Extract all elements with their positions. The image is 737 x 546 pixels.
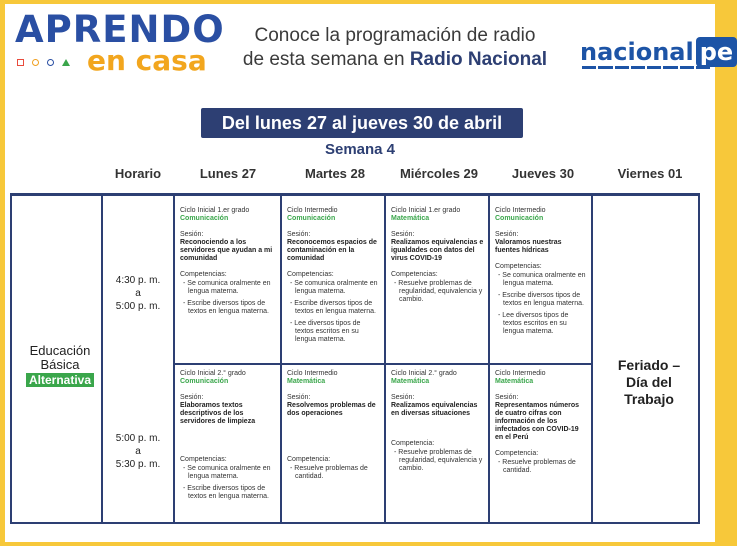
competency-item: - Se comunica oralmente en lengua materna. xyxy=(287,280,380,296)
session-grade: Ciclo Inicial 1.er grado xyxy=(391,207,461,214)
competencies-label: Competencias: xyxy=(180,271,227,278)
holiday-line-1: Feriado – xyxy=(617,357,681,373)
session-label: Sesión: xyxy=(180,231,204,238)
competency-item: - Escribe diversos tipos de textos en lengua materna. xyxy=(180,485,275,501)
session-title: Reconocemos espacios de contaminación en la comunidad xyxy=(287,239,377,262)
nacional-logo-stripes-icon xyxy=(582,66,710,69)
session-grade: Ciclo Intermedio xyxy=(287,207,338,214)
session-grade: Ciclo Inicial 2.° grado xyxy=(180,370,246,377)
session-title: Resolvemos problemas de dos operaciones xyxy=(287,402,376,417)
column-header-lunes: Lunes 27 xyxy=(199,166,257,181)
time-sep: a xyxy=(135,446,141,457)
intro-line-1: Conoce la programación de radio xyxy=(254,25,536,46)
session-title: Reconociendo a los servidores que ayudan a mi comunidad xyxy=(180,239,273,262)
intro-line-2-prefix: de esta semana en xyxy=(242,49,410,70)
session-label: Sesión: xyxy=(180,394,204,401)
time-slot-1 xyxy=(103,274,173,313)
session-area: Comunicación xyxy=(180,215,229,222)
session-lunes-slot-2 xyxy=(180,370,275,505)
competency-list xyxy=(391,280,484,304)
session-title: Valoramos nuestras fuentes hídricas xyxy=(495,239,562,254)
competency-item: - Resuelve problemas de regularidad, equivalencia y cambio. xyxy=(391,449,484,473)
session-area: Comunicación xyxy=(495,215,544,222)
time-end: 5:00 p. m. xyxy=(115,301,161,312)
holiday-line-3: Trabajo xyxy=(624,391,674,407)
competency-item: - Se comunica oralmente en lengua materna. xyxy=(180,465,275,481)
session-area: Comunicación xyxy=(287,215,336,222)
session-jueves-slot-2 xyxy=(495,370,587,479)
session-martes-slot-1 xyxy=(287,207,380,348)
holiday-cell xyxy=(595,357,703,408)
session-area: Comunicación xyxy=(180,378,229,385)
session-label: Sesión: xyxy=(391,231,415,238)
session-grade: Ciclo Inicial 1.er grado xyxy=(180,207,250,214)
session-label: Sesión: xyxy=(287,231,311,238)
column-header-horario: Horario xyxy=(114,166,162,181)
session-title: Realizamos equivalencias e igualdades con datos del virus COVID-19 xyxy=(391,239,484,262)
week-range-banner: Del lunes 27 al jueves 30 de abril xyxy=(201,108,523,138)
week-label: Semana 4 xyxy=(324,141,396,158)
radio-nacional-name: Radio Nacional xyxy=(409,49,548,70)
competency-item: - Se comunica oralmente en lengua materna. xyxy=(180,280,275,296)
competencies-label: Competencia: xyxy=(495,450,539,457)
session-area: Matemática xyxy=(391,378,430,385)
level-line-2: Básica xyxy=(40,357,80,372)
column-header-jueves: Jueves 30 xyxy=(511,166,575,181)
competencies-label: Competencias: xyxy=(391,271,438,278)
time-sep: a xyxy=(135,288,141,299)
time-start: 5:00 p. m. xyxy=(115,433,161,444)
session-label: Sesión: xyxy=(495,394,519,401)
competency-item: - Escribe diversos tipos de textos en lengua materna. xyxy=(287,300,380,316)
competency-list xyxy=(180,280,275,316)
competency-list xyxy=(495,459,587,475)
intro-line-2 xyxy=(225,48,565,72)
holiday-line-2: Día del xyxy=(626,374,672,390)
session-miercoles-slot-1 xyxy=(391,207,484,308)
time-end: 5:30 p. m. xyxy=(115,459,161,470)
session-area: Matemática xyxy=(391,215,430,222)
competencies-label: Competencias: xyxy=(287,271,334,278)
competency-list xyxy=(391,449,484,473)
session-jueves-slot-1 xyxy=(495,207,587,340)
competencies-label: Competencia: xyxy=(287,456,331,463)
header-intro xyxy=(225,24,565,72)
competency-item: - Escribe diversos tipos de textos en lengua materna. xyxy=(180,300,275,316)
alternativa-badge: Alternativa xyxy=(26,373,94,387)
nacional-pe-logo xyxy=(580,36,737,68)
aprendo-logo-text: APRENDO xyxy=(15,8,225,51)
session-label: Sesión: xyxy=(495,231,519,238)
session-lunes-slot-1 xyxy=(180,207,275,320)
competency-item: - Resuelve problemas de cantidad. xyxy=(495,459,587,475)
nacional-logo-text: nacional xyxy=(580,38,694,66)
competency-item: - Lee diversos tipos de textos escritos en su lengua materna. xyxy=(495,312,587,336)
level-line-1: Educación xyxy=(29,343,91,358)
schedule-poster xyxy=(5,4,734,542)
session-grade: Ciclo Intermedio xyxy=(495,207,546,214)
competency-list xyxy=(287,465,380,481)
en-casa-logo-text: en casa xyxy=(87,44,207,77)
session-label: Sesión: xyxy=(391,394,415,401)
competency-list xyxy=(495,272,587,336)
competency-item: - Resuelve problemas de regularidad, equivalencia y cambio. xyxy=(391,280,484,304)
pe-logo-badge: pe xyxy=(696,37,737,67)
competency-list xyxy=(180,465,275,501)
competency-item: - Se comunica oralmente en lengua materna. xyxy=(495,272,587,288)
competency-item: - Resuelve problemas de cantidad. xyxy=(287,465,380,481)
time-slot-2 xyxy=(103,432,173,471)
session-title: Representamos números de cuatro cifras con información de los infectados con COVID-19 en el Perú xyxy=(495,402,580,441)
session-grade: Ciclo Intermedio xyxy=(495,370,546,377)
logo-shapes-icon xyxy=(17,59,70,66)
session-area: Matemática xyxy=(495,378,534,385)
session-grade: Ciclo Inicial 2.° grado xyxy=(391,370,457,377)
session-miercoles-slot-2 xyxy=(391,370,484,477)
session-martes-slot-2 xyxy=(287,370,380,485)
competency-list xyxy=(287,280,380,344)
competencies-label: Competencias: xyxy=(180,456,227,463)
column-header-martes: Martes 28 xyxy=(305,166,365,181)
session-grade: Ciclo Intermedio xyxy=(287,370,338,377)
education-level-cell xyxy=(19,344,101,387)
time-start: 4:30 p. m. xyxy=(115,275,161,286)
column-header-miercoles: Miércoles 29 xyxy=(399,166,479,181)
session-label: Sesión: xyxy=(287,394,311,401)
session-area: Matemática xyxy=(287,378,326,385)
session-title: Elaboramos textos descriptivos de los servidores de limpieza xyxy=(180,402,256,425)
competencies-label: Competencias: xyxy=(495,263,542,270)
session-title: Realizamos equivalencias en diversas situaciones xyxy=(391,402,478,417)
competency-item: - Lee diversos tipos de textos escritos en su lengua materna. xyxy=(287,320,380,344)
competencies-label: Competencia: xyxy=(391,440,435,447)
column-header-viernes: Viernes 01 xyxy=(617,166,683,181)
competency-item: - Escribe diversos tipos de textos en lengua materna. xyxy=(495,292,587,308)
